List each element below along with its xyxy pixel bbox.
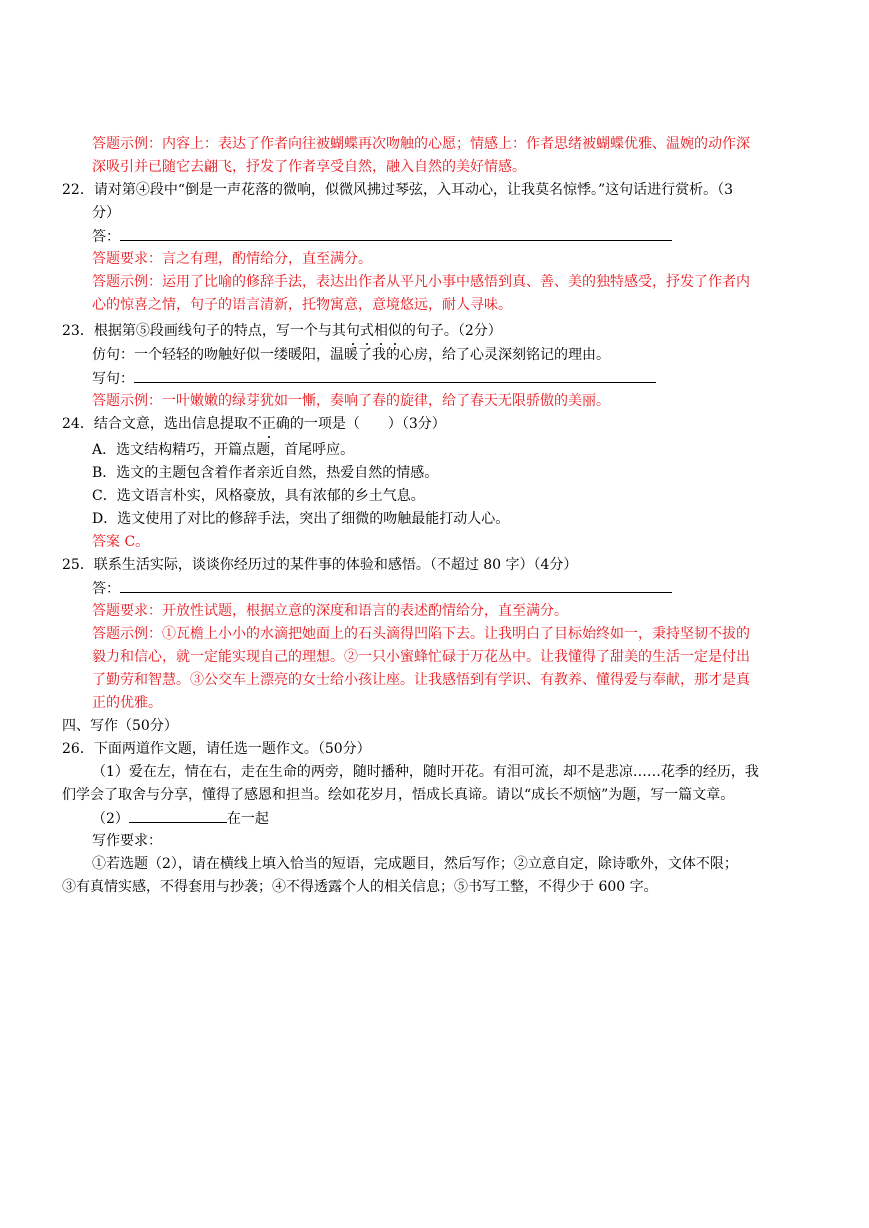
- q23-write-row: [92, 367, 656, 389]
- q26-topic1-line2: 们学会了取舍与分享，懂得了感恩和担当。绘如花岁月，悟成长真谛。请以“成长不烦恼”为题，写一篇文章。: [62, 787, 735, 803]
- emphasis-dot-char: 似: [388, 320, 402, 342]
- q24-question-pre: 24．结合文意，选出信息提取不: [62, 416, 262, 432]
- q24-question-post: 确的一项是（ ）（3分）: [275, 416, 446, 432]
- q22-answer-label: 答：: [92, 229, 120, 245]
- q24-option-c: C．选文语言朴实，风格豪放，具有浓郁的乡土气息。: [92, 488, 425, 504]
- emphasis-dot-char: 句: [346, 320, 360, 342]
- q26-topic2-row: [92, 807, 269, 829]
- q25-question: 25．联系生活实际，谈谈你经历过的某件事的体验和感悟。（不超过 80 字）（4分）: [62, 557, 578, 573]
- q26-topic1-line1: （1）爱在左，情在右，走在生命的两旁，随时播种，随时开花。有泪可流，却不是悲凉……花季的经历，我: [92, 764, 759, 780]
- q22-question-line1: 22．请对第④段中“倒是一声花落的微响，似微风拂过琴弦，入耳动心，让我莫名惊悸。”这句话进行赏析。（3: [62, 182, 734, 198]
- q24-option-a: A．选文结构精巧，开篇点题，首尾呼应。: [92, 442, 355, 458]
- q25-example-line1: 答题示例：①瓦檐上小小的水滴把她面上的石头滴得凹陷下去。让我明白了目标始终如一，秉持坚韧不拔的: [92, 626, 750, 642]
- q26-requirements-heading: 写作要求：: [92, 833, 162, 849]
- q23-question-dotted: [346, 323, 402, 339]
- q24-answer: 答案 C。: [92, 534, 150, 550]
- q25-example-line4: 正的优雅。: [92, 695, 162, 711]
- q25-answer-blank[interactable]: [120, 577, 672, 593]
- q22-example-line1: 答题示例：运用了比喻的修辞手法，表达出作者从平凡小事中感悟到真、善、美的独特感受，抒发了作者内: [92, 274, 750, 290]
- q23-question-post: 的句子。（2分）: [401, 323, 502, 339]
- q23-answer-example: 答题示例：一叶嫩嫩的绿芽犹如一慚，奏响了春的旋律，给了春天无限骄傲的美丽。: [92, 393, 610, 409]
- q24-question-dotted: 正: [262, 413, 276, 435]
- q23-write-blank[interactable]: [134, 367, 656, 383]
- q22-example-line2: 心的惊喜之情，句子的语言清新，托物寓意，意境悠远，耐人寻味。: [92, 297, 512, 313]
- q21-example-line2: 深吸引并已随它去翩飞，抒发了作者享受自然，融入自然的美好情感。: [92, 159, 526, 175]
- q23-model-sentence: 仿句：一个轻轻的吻触好似一缕暖阳，温暖了我的心房，给了心灵深刻铭记的理由。: [92, 347, 610, 363]
- q25-answer-row: [92, 577, 672, 599]
- q22-question-line2: 分）: [92, 205, 120, 221]
- q25-example-line2: 毅力和信心，就一定能实现自己的理想。②一只小蜜蜂忙碌于万花丛中。让我懂得了甜美的生活一定是付出: [92, 649, 750, 665]
- emphasis-dot-char: 相: [374, 320, 388, 342]
- q22-answer-row: [92, 225, 672, 247]
- q25-requirement: 答题要求：开放性试题，根据立意的深度和语言的表述酌情给分，直至满分。: [92, 603, 568, 619]
- q21-example-line1: 答题示例：内容上：表达了作者向往被蝴蝶再次吻触的心愿；情感上：作者思绪被蝴蝶优雅、温婉的动作深: [92, 136, 750, 152]
- q25-answer-label: 答：: [92, 581, 120, 597]
- q26-topic2-suffix: 在一起: [226, 811, 269, 827]
- q23-question: [62, 320, 502, 342]
- q26-question: 26．下面两道作文题，请任选一题作文。（50分）: [62, 741, 371, 757]
- q26-requirements-line2: ③有真情实感，不得套用与抄袭；④不得透露个人的相关信息；⑤书写工整，不得少于 600 字。: [62, 879, 658, 895]
- emphasis-dot-char: 式: [360, 320, 374, 342]
- q24-question: [62, 413, 446, 435]
- q26-topic2-label: （2）: [92, 811, 129, 827]
- q22-answer-blank[interactable]: [120, 225, 672, 241]
- section4-heading: 四、写作（50分）: [62, 718, 178, 734]
- q23-question-pre: 23．根据第⑤段画线句子的特点，写一个与其: [62, 323, 346, 339]
- q26-topic2-blank[interactable]: [129, 807, 227, 823]
- q26-requirements-line1: ①若选题（2），请在横线上填入恰当的短语，完成题目，然后写作；②立意自定，除诗歌外，文体不限；: [92, 856, 738, 872]
- q24-option-d: D．选文使用了对比的修辞手法，突出了细微的吻触最能打动人心。: [92, 511, 510, 527]
- q25-example-line3: 了勤劳和智慧。③公交车上漂亮的女士给小孩让座。让我感悟到有学识、有教养、懂得爱与奉献，那才是真: [92, 672, 750, 688]
- q22-requirement: 答题要求：言之有理，酌情给分，直至满分。: [92, 251, 372, 267]
- q23-write-label: 写句：: [92, 371, 134, 387]
- q24-option-b: B．选文的主题包含着作者亲近自然，热爱自然的情感。: [92, 465, 439, 481]
